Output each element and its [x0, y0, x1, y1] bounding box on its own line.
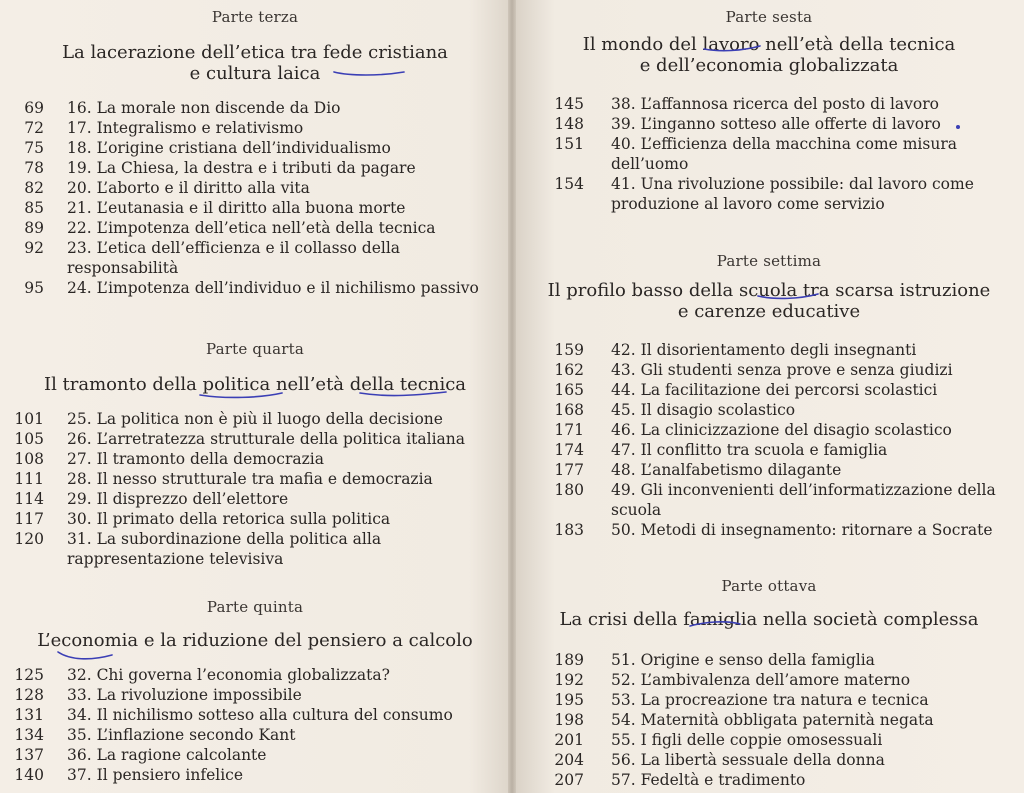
- page-number: 201: [554, 731, 584, 749]
- page-number: 95: [24, 279, 44, 297]
- page-number: 125: [14, 666, 44, 684]
- chapter-title: 25. La politica non è più il luogo della decisione: [67, 410, 443, 428]
- toc-entry[interactable]: [0, 238, 510, 278]
- parte-label: Parte terza: [211, 8, 299, 26]
- page-number: 198: [554, 711, 584, 729]
- section-parte-settima: [514, 252, 1024, 540]
- toc-entry[interactable]: [514, 670, 1024, 690]
- chapter-title: 30. Il primato della retorica sulla politica: [67, 510, 391, 528]
- page-number: 207: [554, 771, 584, 789]
- page-number: 174: [554, 441, 584, 459]
- chapter-title: 28. Il nesso strutturale tra mafia e democrazia: [67, 470, 433, 488]
- chapter-title: 19. La Chiesa, la destra e i tributi da pagare: [67, 159, 416, 177]
- toc-entry[interactable]: [514, 520, 1024, 540]
- section-parte-ottava: [514, 577, 1024, 790]
- page-number: 111: [14, 470, 44, 488]
- title-line: Il profilo basso della scuola tra scarsa istruzione: [547, 280, 991, 301]
- toc-list: [514, 650, 1024, 790]
- chapter-title: 40. L’efficienza della macchina come misura dell’uomo: [611, 135, 957, 173]
- toc-entry[interactable]: [0, 118, 510, 138]
- page-number: 145: [554, 95, 584, 113]
- page-number: 204: [554, 751, 584, 769]
- section-title: [0, 630, 510, 651]
- title-line: La crisi della famiglia nella società complessa: [559, 609, 979, 630]
- page-number: 154: [554, 175, 584, 193]
- chapter-title: 46. La clinicizzazione del disagio scolastico: [611, 421, 952, 439]
- chapter-title: 32. Chi governa l’economia globalizzata?: [67, 666, 390, 684]
- title-line: e carenze educative: [677, 301, 861, 322]
- page-number: 82: [24, 179, 44, 197]
- chapter-title: 44. La facilitazione dei percorsi scolastici: [611, 381, 938, 399]
- page-number: 114: [14, 490, 44, 508]
- toc-entry[interactable]: [0, 198, 510, 218]
- chapter-title: 45. Il disagio scolastico: [611, 401, 796, 419]
- toc-entry[interactable]: [514, 460, 1024, 480]
- page-number: 117: [14, 510, 44, 528]
- page-number: 105: [14, 430, 44, 448]
- chapter-title: 48. L’analfabetismo dilagante: [611, 461, 842, 479]
- toc-entry[interactable]: [514, 420, 1024, 440]
- toc-list: [0, 665, 510, 785]
- toc-entry[interactable]: [514, 690, 1024, 710]
- toc-entry[interactable]: [514, 710, 1024, 730]
- toc-entry[interactable]: [0, 725, 510, 745]
- chapter-title: 35. L’inflazione secondo Kant: [67, 726, 296, 744]
- toc-entry[interactable]: [514, 750, 1024, 770]
- chapter-title: 29. Il disprezzo dell’elettore: [67, 490, 289, 508]
- page-number: 134: [14, 726, 44, 744]
- page-number: 183: [554, 521, 584, 539]
- chapter-title: 39. L’inganno sotteso alle offerte di lavoro: [611, 115, 941, 133]
- chapter-title: 42. Il disorientamento degli insegnanti: [611, 341, 917, 359]
- chapter-title: 52. L’ambivalenza dell’amore materno: [611, 671, 911, 689]
- chapter-title: 55. I figli delle coppie omosessuali: [611, 731, 883, 749]
- section-title: [514, 280, 1024, 322]
- toc-entry[interactable]: [0, 409, 510, 429]
- chapter-title: 21. L’eutanasia e il diritto alla buona morte: [67, 199, 406, 217]
- toc-entry[interactable]: [514, 480, 1024, 520]
- toc-entry[interactable]: [0, 278, 510, 298]
- page-number: 108: [14, 450, 44, 468]
- toc-entry[interactable]: [0, 705, 510, 725]
- section-parte-quarta: [0, 340, 510, 569]
- section-title: [0, 42, 510, 84]
- page-number: 140: [14, 766, 44, 784]
- section-parte-quinta: [0, 598, 510, 785]
- chapter-title: 38. L’affannosa ricerca del posto di lavoro: [611, 95, 939, 113]
- toc-entry[interactable]: [0, 529, 510, 569]
- toc-entry[interactable]: [0, 509, 510, 529]
- toc-entry[interactable]: [0, 685, 510, 705]
- toc-entry[interactable]: [514, 440, 1024, 460]
- chapter-title: 56. La libertà sessuale della donna: [611, 751, 885, 769]
- page-number: 92: [24, 239, 44, 257]
- chapter-title: 16. La morale non discende da Dio: [67, 99, 341, 117]
- chapter-title: 20. L’aborto e il diritto alla vita: [67, 179, 310, 197]
- page-number: 89: [24, 219, 44, 237]
- title-line: e dell’economia globalizzata: [639, 55, 899, 76]
- chapter-title: 57. Fedeltà e tradimento: [611, 771, 806, 789]
- page-number: 131: [14, 706, 44, 724]
- toc-entry[interactable]: [0, 665, 510, 685]
- chapter-title: 37. Il pensiero infelice: [67, 766, 244, 784]
- toc-list: [0, 409, 510, 569]
- page-number: 162: [554, 361, 584, 379]
- page-number: 148: [554, 115, 584, 133]
- toc-entry[interactable]: [514, 94, 1024, 114]
- toc-entry[interactable]: [514, 400, 1024, 420]
- chapter-title: 41. Una rivoluzione possibile: dal lavoro come produzione al lavoro come servizio: [611, 175, 974, 213]
- chapter-title: 50. Metodi di insegnamento: ritornare a Socrate: [611, 521, 993, 539]
- toc-entry[interactable]: [0, 218, 510, 238]
- chapter-title: 22. L’impotenza dell’etica nell’età della tecnica: [67, 219, 436, 237]
- section-title: [514, 609, 1024, 630]
- section-parte-sesta: [514, 8, 1024, 214]
- page-number: 128: [14, 686, 44, 704]
- chapter-title: 24. L’impotenza dell’individuo e il nichilismo passivo: [67, 279, 479, 297]
- title-line: Il tramonto della politica nell’età della tecnica: [43, 374, 467, 395]
- chapter-title: 26. L’arretratezza strutturale della politica italiana: [67, 430, 466, 448]
- toc-entry[interactable]: [514, 360, 1024, 380]
- chapter-title: 54. Maternità obbligata paternità negata: [611, 711, 934, 729]
- page-number: 180: [554, 481, 584, 499]
- toc-entry[interactable]: [0, 98, 510, 118]
- page-number: 151: [554, 135, 584, 153]
- page-number: 120: [14, 530, 44, 548]
- section-title: [514, 34, 1024, 76]
- toc-entry[interactable]: [514, 730, 1024, 750]
- toc-entry[interactable]: [0, 449, 510, 469]
- page-number: 159: [554, 341, 584, 359]
- toc-entry[interactable]: [0, 158, 510, 178]
- page-number: 101: [14, 410, 44, 428]
- parte-label: Parte quarta: [206, 340, 304, 358]
- toc-entry[interactable]: [514, 650, 1024, 670]
- chapter-title: 34. Il nichilismo sotteso alla cultura del consumo: [67, 706, 453, 724]
- toc-entry[interactable]: [514, 340, 1024, 360]
- chapter-title: 33. La rivoluzione impossibile: [67, 686, 302, 704]
- title-line: L’economia e la riduzione del pensiero a calcolo: [37, 630, 473, 651]
- chapter-title: 43. Gli studenti senza prove e senza giudizi: [611, 361, 953, 379]
- chapter-title: 23. L’etica dell’efficienza e il collasso della responsabilità: [67, 239, 401, 277]
- chapter-title: 18. L’origine cristiana dell’individualismo: [67, 139, 391, 157]
- chapter-title: 27. Il tramonto della democrazia: [67, 450, 324, 468]
- chapter-title: 53. La procreazione tra natura e tecnica: [611, 691, 929, 709]
- page-number: 78: [24, 159, 44, 177]
- parte-label: Parte sesta: [725, 8, 813, 26]
- toc-list: [0, 98, 510, 298]
- toc-entry[interactable]: [514, 174, 1024, 214]
- page-number: 177: [554, 461, 584, 479]
- title-line: La lacerazione dell’etica tra fede cristiana: [62, 42, 448, 63]
- chapter-title: 17. Integralismo e relativismo: [67, 119, 304, 137]
- toc-entry[interactable]: [0, 138, 510, 158]
- page-number: 137: [14, 746, 44, 764]
- toc-entry[interactable]: [0, 469, 510, 489]
- page-number: 168: [554, 401, 584, 419]
- title-line: e cultura laica: [189, 63, 321, 84]
- toc-list: [514, 94, 1024, 214]
- title-line: Il mondo del lavoro nell’età della tecnica: [582, 34, 956, 55]
- toc-entry[interactable]: [514, 134, 1024, 174]
- chapter-title: 51. Origine e senso della famiglia: [611, 651, 875, 669]
- toc-entry[interactable]: [0, 489, 510, 509]
- chapter-title: 49. Gli inconvenienti dell’informatizzazione della scuola: [611, 481, 996, 519]
- page-number: 189: [554, 651, 584, 669]
- toc-entry[interactable]: [514, 114, 1024, 134]
- toc-entry[interactable]: [514, 770, 1024, 790]
- page-number: 165: [554, 381, 584, 399]
- chapter-title: 47. Il conflitto tra scuola e famiglia: [611, 441, 888, 459]
- chapter-title: 36. La ragione calcolante: [67, 746, 267, 764]
- toc-entry[interactable]: [0, 429, 510, 449]
- page-number: 85: [24, 199, 44, 217]
- toc-entry[interactable]: [0, 745, 510, 765]
- parte-label: Parte ottava: [721, 577, 817, 595]
- section-parte-terza: [0, 8, 510, 298]
- page-number: 195: [554, 691, 584, 709]
- parte-label: Parte quinta: [206, 598, 304, 616]
- page-number: 75: [24, 139, 44, 157]
- page-number: 72: [24, 119, 44, 137]
- page-number: 69: [24, 99, 44, 117]
- toc-entry[interactable]: [514, 380, 1024, 400]
- page-number: 192: [554, 671, 584, 689]
- page-number: 171: [554, 421, 584, 439]
- chapter-title: 31. La subordinazione della politica alla rappresentazione televisiva: [67, 530, 382, 568]
- toc-entry[interactable]: [0, 765, 510, 785]
- toc-entry[interactable]: [0, 178, 510, 198]
- toc-list: [514, 340, 1024, 540]
- parte-label: Parte settima: [716, 252, 822, 270]
- section-title: [0, 374, 510, 395]
